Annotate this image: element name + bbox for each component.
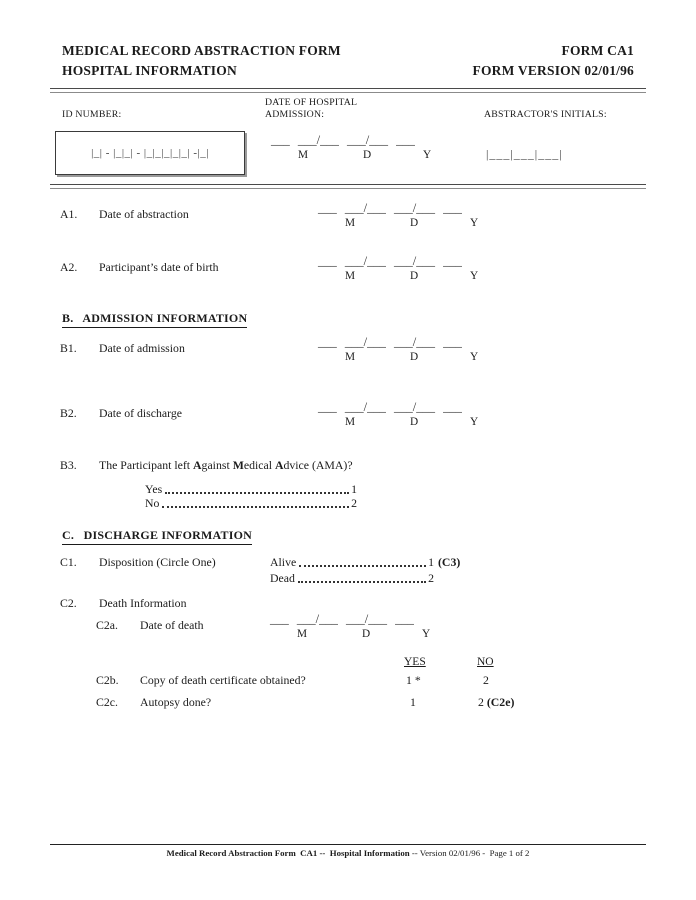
question-text-c2: Death Information xyxy=(99,596,187,610)
option-value: 1 xyxy=(428,555,434,569)
month-label: M xyxy=(345,416,356,428)
question-text-c2c: Autopsy done? xyxy=(140,695,212,709)
abstractor-initials-blank: |___|___|___| xyxy=(486,147,563,161)
month-label: M xyxy=(345,270,356,282)
question-text-c1: Disposition (Circle One) xyxy=(99,555,216,569)
option-row-c1-alive xyxy=(270,555,460,570)
question-number-b2: B2. xyxy=(60,406,77,420)
question-text-c2a: Date of death xyxy=(140,618,204,632)
question-text-a2: Participant’s date of birth xyxy=(99,260,219,274)
date-blank: ___ ___/___ ___/___ ___ xyxy=(318,254,462,268)
date-field-a1 xyxy=(318,202,488,231)
footer-text: Medical Record Abstraction Form CA1 -- Hospital Information -- Version 02/01/96 - Page 1 of 2 xyxy=(166,848,530,858)
question-number-c1: C1. xyxy=(60,555,77,569)
question-number-c2b: C2b. xyxy=(96,673,119,687)
skip-instruction: (C3) xyxy=(438,555,461,569)
date-field-b1 xyxy=(318,336,488,365)
month-label: M xyxy=(298,149,309,161)
question-number-a2: A2. xyxy=(60,260,78,274)
id-number-box xyxy=(55,131,245,175)
day-label: D xyxy=(410,270,419,282)
year-label: Y xyxy=(470,416,479,428)
date-blank: ___ ___/___ ___/___ ___ xyxy=(318,201,462,215)
day-label: D xyxy=(410,351,419,363)
c2c-yes-value: 1 xyxy=(410,695,416,709)
option-row-c1-dead xyxy=(270,571,434,586)
no-column-header: NO xyxy=(477,656,494,668)
leader-dots xyxy=(162,506,349,508)
date-blank: ___ ___/___ ___/___ ___ xyxy=(318,335,462,349)
leader-dots xyxy=(299,565,426,567)
footer-divider xyxy=(50,844,646,845)
question-number-a1: A1. xyxy=(60,207,78,221)
day-label: D xyxy=(363,149,372,161)
question-number-c2a: C2a. xyxy=(96,618,118,632)
form-code-block xyxy=(340,41,634,81)
year-label: Y xyxy=(470,217,479,229)
option-row-b3-yes xyxy=(145,482,357,497)
date-field-a2 xyxy=(318,255,488,284)
year-label: Y xyxy=(470,351,479,363)
day-label: D xyxy=(362,628,371,640)
question-number-c2: C2. xyxy=(60,596,77,610)
month-label: M xyxy=(345,217,356,229)
year-label: Y xyxy=(470,270,479,282)
question-text-b1: Date of admission xyxy=(99,341,185,355)
id-number-blank: |_| - |_|_| - |_|_|_|_|_| -|_| xyxy=(91,147,209,159)
admission-date-label-line2: ADMISSION: xyxy=(265,109,325,120)
question-text-b3: The Participant left Against Medical Advice (AMA)? xyxy=(99,458,353,472)
option-label: Dead xyxy=(270,571,295,585)
year-label: Y xyxy=(422,628,431,640)
option-row-b3-no xyxy=(145,496,357,511)
option-value: 2 xyxy=(351,496,357,510)
option-label: No xyxy=(145,496,160,510)
date-blank: ___ ___/___ ___/___ ___ xyxy=(318,400,462,414)
c2b-no-value: 2 xyxy=(483,673,489,687)
c2b-yes-value: 1 * xyxy=(406,673,421,687)
month-label: M xyxy=(345,351,356,363)
question-number-b3: B3. xyxy=(60,458,77,472)
date-blank: ___ ___/___ ___/___ ___ xyxy=(270,612,414,626)
leader-dots xyxy=(298,581,426,583)
id-number-label: ID NUMBER: xyxy=(62,109,122,120)
header-divider xyxy=(50,88,646,93)
admission-date-field xyxy=(271,134,441,163)
day-label: D xyxy=(410,416,419,428)
day-label: D xyxy=(410,217,419,229)
abstractor-initials-label: ABSTRACTOR'S INITIALS: xyxy=(484,109,607,120)
form-title-line2: HOSPITAL INFORMATION xyxy=(62,63,237,78)
question-number-c2c: C2c. xyxy=(96,695,118,709)
form-version: FORM VERSION 02/01/96 xyxy=(472,63,634,78)
option-label: Yes xyxy=(145,482,163,496)
question-number-b1: B1. xyxy=(60,341,77,355)
question-text-c2b: Copy of death certificate obtained? xyxy=(140,673,306,687)
date-field-b2 xyxy=(318,401,488,430)
section-c-heading: C. DISCHARGE INFORMATION xyxy=(62,528,252,545)
option-label: Alive xyxy=(270,555,297,569)
option-value: 2 xyxy=(428,571,434,585)
date-field-c2a xyxy=(270,613,440,642)
c2c-no-group xyxy=(478,695,514,710)
form-title-line1: MEDICAL RECORD ABSTRACTION FORM xyxy=(62,43,341,58)
admission-date-label-line1: DATE OF HOSPITAL xyxy=(265,97,358,108)
skip-instruction: (C2e) xyxy=(486,695,515,709)
c2c-no-value: 2 xyxy=(478,695,484,709)
form-code: FORM CA1 xyxy=(561,43,634,58)
date-blank: ___ ___/___ ___/___ ___ xyxy=(271,133,415,147)
yes-column-header: YES xyxy=(404,656,426,668)
form-title xyxy=(62,41,341,81)
question-text-a1: Date of abstraction xyxy=(99,207,189,221)
section-b-heading: B. ADMISSION INFORMATION xyxy=(62,311,247,328)
year-label: Y xyxy=(423,149,432,161)
question-text-b2: Date of discharge xyxy=(99,406,182,420)
id-strip-divider xyxy=(50,184,646,189)
leader-dots xyxy=(165,492,349,494)
month-label: M xyxy=(297,628,308,640)
option-value: 1 xyxy=(351,482,357,496)
